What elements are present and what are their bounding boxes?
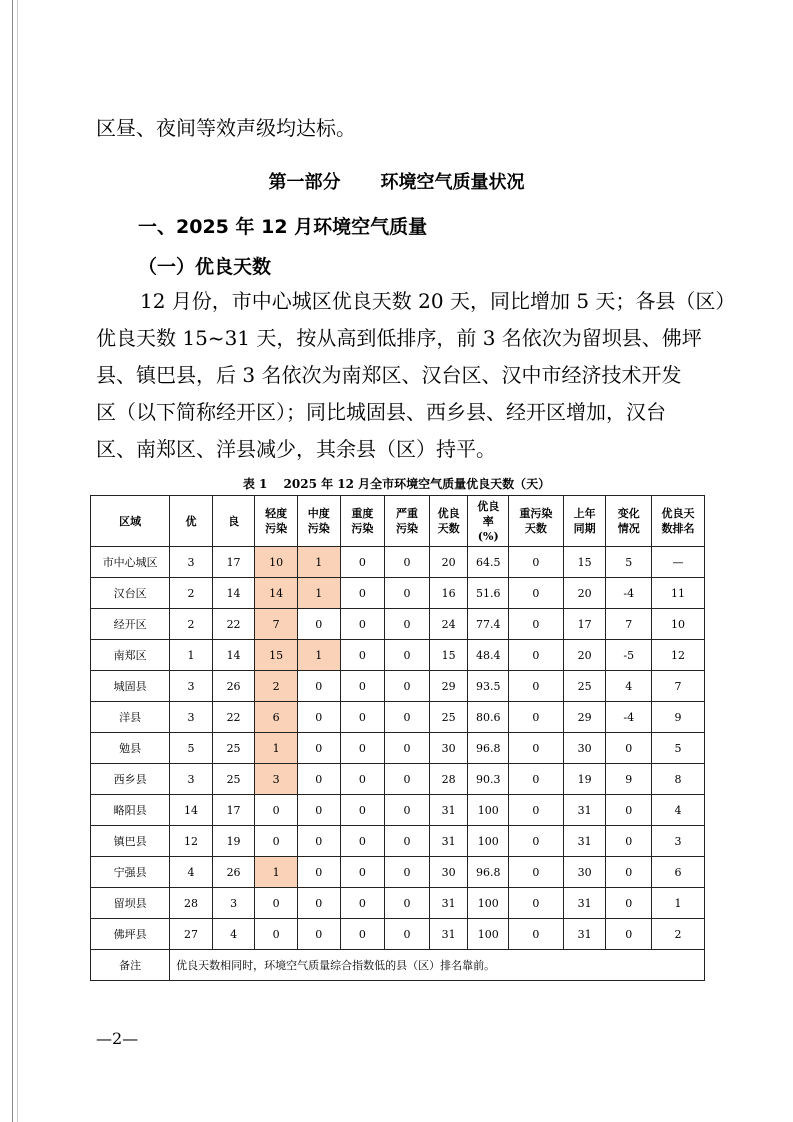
- table-row: [91, 578, 705, 609]
- district-cell: 经开区: [91, 609, 170, 640]
- table-cell: —: [652, 547, 705, 578]
- district-cell: 留坝县: [91, 888, 170, 919]
- paragraph-line: 12 月份，市中心城区优良天数 20 天，同比增加 5 天；各县（区）: [140, 289, 736, 313]
- table-cell: 2: [170, 609, 213, 640]
- district-cell: 勉县: [91, 733, 170, 764]
- table-cell: 20: [429, 547, 468, 578]
- table-header-cell: 轻度 污染: [255, 496, 298, 547]
- table-cell: 0: [509, 578, 564, 609]
- table-cell: 3: [170, 702, 213, 733]
- table-cell: 16: [429, 578, 468, 609]
- table-cell: 0: [509, 640, 564, 671]
- table-cell: 3: [170, 547, 213, 578]
- table-cell: 1: [255, 857, 298, 888]
- table-cell: 1: [170, 640, 213, 671]
- table-cell: 17: [563, 609, 606, 640]
- table-cell: 3: [212, 888, 255, 919]
- table-cell: 19: [563, 764, 606, 795]
- district-cell: 佛坪县: [91, 919, 170, 950]
- table-cell: 2: [170, 578, 213, 609]
- table-cell: 0: [385, 826, 430, 857]
- paragraph-line: 区、南郑区、洋县减少，其余县（区）持平。: [96, 437, 496, 461]
- table-cell: 0: [255, 795, 298, 826]
- table-cell: 0: [385, 547, 430, 578]
- table-cell: 0: [385, 919, 430, 950]
- table-cell: -4: [606, 578, 652, 609]
- table-cell: 0: [385, 578, 430, 609]
- table-cell: 0: [606, 857, 652, 888]
- table-cell: 12: [170, 826, 213, 857]
- table-cell: 15: [563, 547, 606, 578]
- table-header-cell: 良: [212, 496, 255, 547]
- table-header-cell: 严重 污染: [385, 496, 430, 547]
- part-name: 环境空气质量状况: [380, 172, 525, 193]
- table-cell: 14: [170, 795, 213, 826]
- table-cell: 0: [340, 857, 385, 888]
- district-cell: 汉台区: [91, 578, 170, 609]
- table-header-cell: 优良 天数: [429, 496, 468, 547]
- table-cell: 28: [429, 764, 468, 795]
- table-cell: 0: [340, 671, 385, 702]
- district-cell: 略阳县: [91, 795, 170, 826]
- table-row: [91, 919, 705, 950]
- table-cell: 1: [652, 888, 705, 919]
- table-header-row: [91, 496, 705, 547]
- table-cell: -4: [606, 702, 652, 733]
- table-cell: 14: [255, 578, 298, 609]
- table-cell: 100: [468, 888, 509, 919]
- district-cell: 市中心城区: [91, 547, 170, 578]
- intro-line: 区昼、夜间等效声级均达标。: [96, 116, 356, 140]
- table-cell: 5: [606, 547, 652, 578]
- table-cell: 0: [606, 888, 652, 919]
- table-cell: 31: [563, 826, 606, 857]
- table-row: [91, 702, 705, 733]
- district-cell: 南郑区: [91, 640, 170, 671]
- table-cell: 2: [652, 919, 705, 950]
- table-cell: 0: [509, 702, 564, 733]
- table-header-cell: 区域: [91, 496, 170, 547]
- table-cell: 12: [652, 640, 705, 671]
- table-cell: 0: [255, 888, 298, 919]
- table-cell: 10: [652, 609, 705, 640]
- table-cell: 15: [255, 640, 298, 671]
- table-row: [91, 547, 705, 578]
- table-cell: 9: [606, 764, 652, 795]
- table-cell: 0: [340, 640, 385, 671]
- table-cell: 1: [297, 578, 340, 609]
- table-cell: 7: [606, 609, 652, 640]
- table-cell: 6: [255, 702, 298, 733]
- table-cell: 31: [429, 919, 468, 950]
- table-caption: 表 1 2025 年 12 月全市环境空气质量优良天数（天）: [242, 477, 551, 491]
- table-cell: 14: [212, 578, 255, 609]
- district-cell: 西乡县: [91, 764, 170, 795]
- binding-line: [12, 0, 13, 1122]
- table-header-cell: 上年 同期: [563, 496, 606, 547]
- table-cell: 25: [563, 671, 606, 702]
- table-cell: 80.6: [468, 702, 509, 733]
- table-row: [91, 671, 705, 702]
- table-cell: 29: [563, 702, 606, 733]
- table-cell: 48.4: [468, 640, 509, 671]
- table-cell: 0: [297, 671, 340, 702]
- table-cell: 0: [606, 826, 652, 857]
- table-cell: 14: [212, 640, 255, 671]
- table-cell: 30: [429, 857, 468, 888]
- table-cell: 29: [429, 671, 468, 702]
- table-row: [91, 640, 705, 671]
- table-cell: 0: [385, 857, 430, 888]
- table-header-cell: 重污染 天数: [509, 496, 564, 547]
- paragraph-line: 县、镇巴县，后 3 名依次为南郑区、汉台区、汉中市经济技术开发: [96, 363, 682, 387]
- table-cell: 0: [509, 547, 564, 578]
- table-cell: 51.6: [468, 578, 509, 609]
- table-cell: 0: [385, 888, 430, 919]
- table-cell: 8: [652, 764, 705, 795]
- table-cell: 20: [563, 578, 606, 609]
- table-cell: 31: [429, 795, 468, 826]
- table-cell: 0: [297, 857, 340, 888]
- table-cell: 0: [509, 764, 564, 795]
- table-cell: 7: [255, 609, 298, 640]
- table-cell: 26: [212, 857, 255, 888]
- table-cell: 0: [385, 702, 430, 733]
- table-cell: 31: [563, 888, 606, 919]
- table-row: [91, 795, 705, 826]
- table-cell: 0: [340, 702, 385, 733]
- table-cell: 77.4: [468, 609, 509, 640]
- table-cell: 19: [212, 826, 255, 857]
- table-cell: 25: [212, 764, 255, 795]
- table-cell: 0: [509, 857, 564, 888]
- table-cell: 0: [385, 671, 430, 702]
- table-cell: 1: [297, 547, 340, 578]
- table-cell: 0: [297, 733, 340, 764]
- table-row: [91, 888, 705, 919]
- table-header-cell: 优良 率 (%): [468, 496, 509, 547]
- paragraph-line: 优良天数 15~31 天，按从高到低排序，前 3 名依次为留坝县、佛坪: [96, 326, 702, 350]
- table-cell: 22: [212, 609, 255, 640]
- table-row: [91, 733, 705, 764]
- table-header-cell: 优: [170, 496, 213, 547]
- table-cell: 1: [297, 640, 340, 671]
- table-cell: 0: [509, 609, 564, 640]
- table-cell: 0: [340, 578, 385, 609]
- table-cell: 0: [385, 795, 430, 826]
- district-cell: 城固县: [91, 671, 170, 702]
- table-cell: 90.3: [468, 764, 509, 795]
- table-cell: 0: [606, 795, 652, 826]
- table-cell: 0: [297, 764, 340, 795]
- table-cell: 9: [652, 702, 705, 733]
- table-cell: 24: [429, 609, 468, 640]
- table-cell: 0: [255, 919, 298, 950]
- table-cell: 0: [385, 764, 430, 795]
- table-cell: 17: [212, 547, 255, 578]
- paragraph-line: 区（以下简称经开区）；同比城固县、西乡县、经开区增加，汉台: [96, 400, 666, 424]
- table-cell: 3: [255, 764, 298, 795]
- table-cell: 31: [429, 826, 468, 857]
- district-cell: 宁强县: [91, 857, 170, 888]
- table-cell: 17: [212, 795, 255, 826]
- table-cell: 96.8: [468, 733, 509, 764]
- table-cell: 0: [509, 919, 564, 950]
- table-cell: 7: [652, 671, 705, 702]
- air-quality-table: [90, 495, 705, 981]
- table-cell: -5: [606, 640, 652, 671]
- table-cell: 64.5: [468, 547, 509, 578]
- table-cell: 100: [468, 795, 509, 826]
- table-cell: 4: [652, 795, 705, 826]
- note-text: 优良天数相同时，环境空气质量综合指数低的县（区）排名靠前。: [170, 950, 705, 981]
- table-cell: 4: [606, 671, 652, 702]
- table-cell: 25: [212, 733, 255, 764]
- part-title: [0, 170, 793, 196]
- table-cell: 3: [170, 671, 213, 702]
- table-cell: 10: [255, 547, 298, 578]
- table-cell: 0: [297, 795, 340, 826]
- table-cell: 0: [297, 919, 340, 950]
- table-cell: 0: [509, 795, 564, 826]
- table-cell: 5: [170, 733, 213, 764]
- table-cell: 0: [340, 888, 385, 919]
- table-cell: 0: [340, 919, 385, 950]
- table-cell: 100: [468, 826, 509, 857]
- subsection-title: （一）优良天数: [138, 256, 272, 278]
- table-cell: 0: [509, 671, 564, 702]
- part-number: 第一部分: [268, 172, 341, 193]
- table-cell: 0: [255, 826, 298, 857]
- table-cell: 0: [340, 795, 385, 826]
- table-cell: 0: [297, 888, 340, 919]
- table-cell: 0: [340, 547, 385, 578]
- table-cell: 22: [212, 702, 255, 733]
- table-cell: 28: [170, 888, 213, 919]
- table-header-cell: 优良天 数排名: [652, 496, 705, 547]
- table-cell: 27: [170, 919, 213, 950]
- table-cell: 0: [509, 888, 564, 919]
- table-cell: 0: [509, 733, 564, 764]
- table-cell: 15: [429, 640, 468, 671]
- table-header-cell: 中度 污染: [297, 496, 340, 547]
- table-cell: 0: [385, 640, 430, 671]
- table-cell: 4: [170, 857, 213, 888]
- table-row: [91, 609, 705, 640]
- table-cell: 30: [563, 733, 606, 764]
- table-cell: 6: [652, 857, 705, 888]
- table-cell: 0: [385, 609, 430, 640]
- table-header-cell: 重度 污染: [340, 496, 385, 547]
- table-cell: 93.5: [468, 671, 509, 702]
- table-cell: 0: [606, 733, 652, 764]
- table-cell: 20: [563, 640, 606, 671]
- table-cell: 31: [563, 795, 606, 826]
- table-cell: 31: [429, 888, 468, 919]
- table-cell: 5: [652, 733, 705, 764]
- section-title: 一、2025 年 12 月环境空气质量: [138, 216, 428, 238]
- table-cell: 30: [429, 733, 468, 764]
- table-row: [91, 764, 705, 795]
- binding-line-inner: [17, 0, 18, 1122]
- table-cell: 0: [340, 764, 385, 795]
- table-cell: 0: [297, 609, 340, 640]
- table-cell: 11: [652, 578, 705, 609]
- note-row: [91, 950, 705, 981]
- table-cell: 3: [170, 764, 213, 795]
- table-cell: 0: [509, 826, 564, 857]
- table-row: [91, 857, 705, 888]
- table-cell: 2: [255, 671, 298, 702]
- table-cell: 26: [212, 671, 255, 702]
- table-cell: 0: [297, 702, 340, 733]
- table-cell: 25: [429, 702, 468, 733]
- table-cell: 30: [563, 857, 606, 888]
- table-cell: 100: [468, 919, 509, 950]
- table-cell: 0: [340, 826, 385, 857]
- table-cell: 0: [606, 919, 652, 950]
- note-label: 备注: [91, 950, 170, 981]
- table-cell: 0: [340, 733, 385, 764]
- table-cell: 96.8: [468, 857, 509, 888]
- table-cell: 0: [340, 609, 385, 640]
- table-cell: 4: [212, 919, 255, 950]
- table-row: [91, 826, 705, 857]
- table-cell: 0: [297, 826, 340, 857]
- district-cell: 洋县: [91, 702, 170, 733]
- table-cell: 3: [652, 826, 705, 857]
- table-cell: 0: [385, 733, 430, 764]
- table-cell: 1: [255, 733, 298, 764]
- table-cell: 31: [563, 919, 606, 950]
- page-number: —2—: [96, 1029, 139, 1048]
- district-cell: 镇巴县: [91, 826, 170, 857]
- table-header-cell: 变化 情况: [606, 496, 652, 547]
